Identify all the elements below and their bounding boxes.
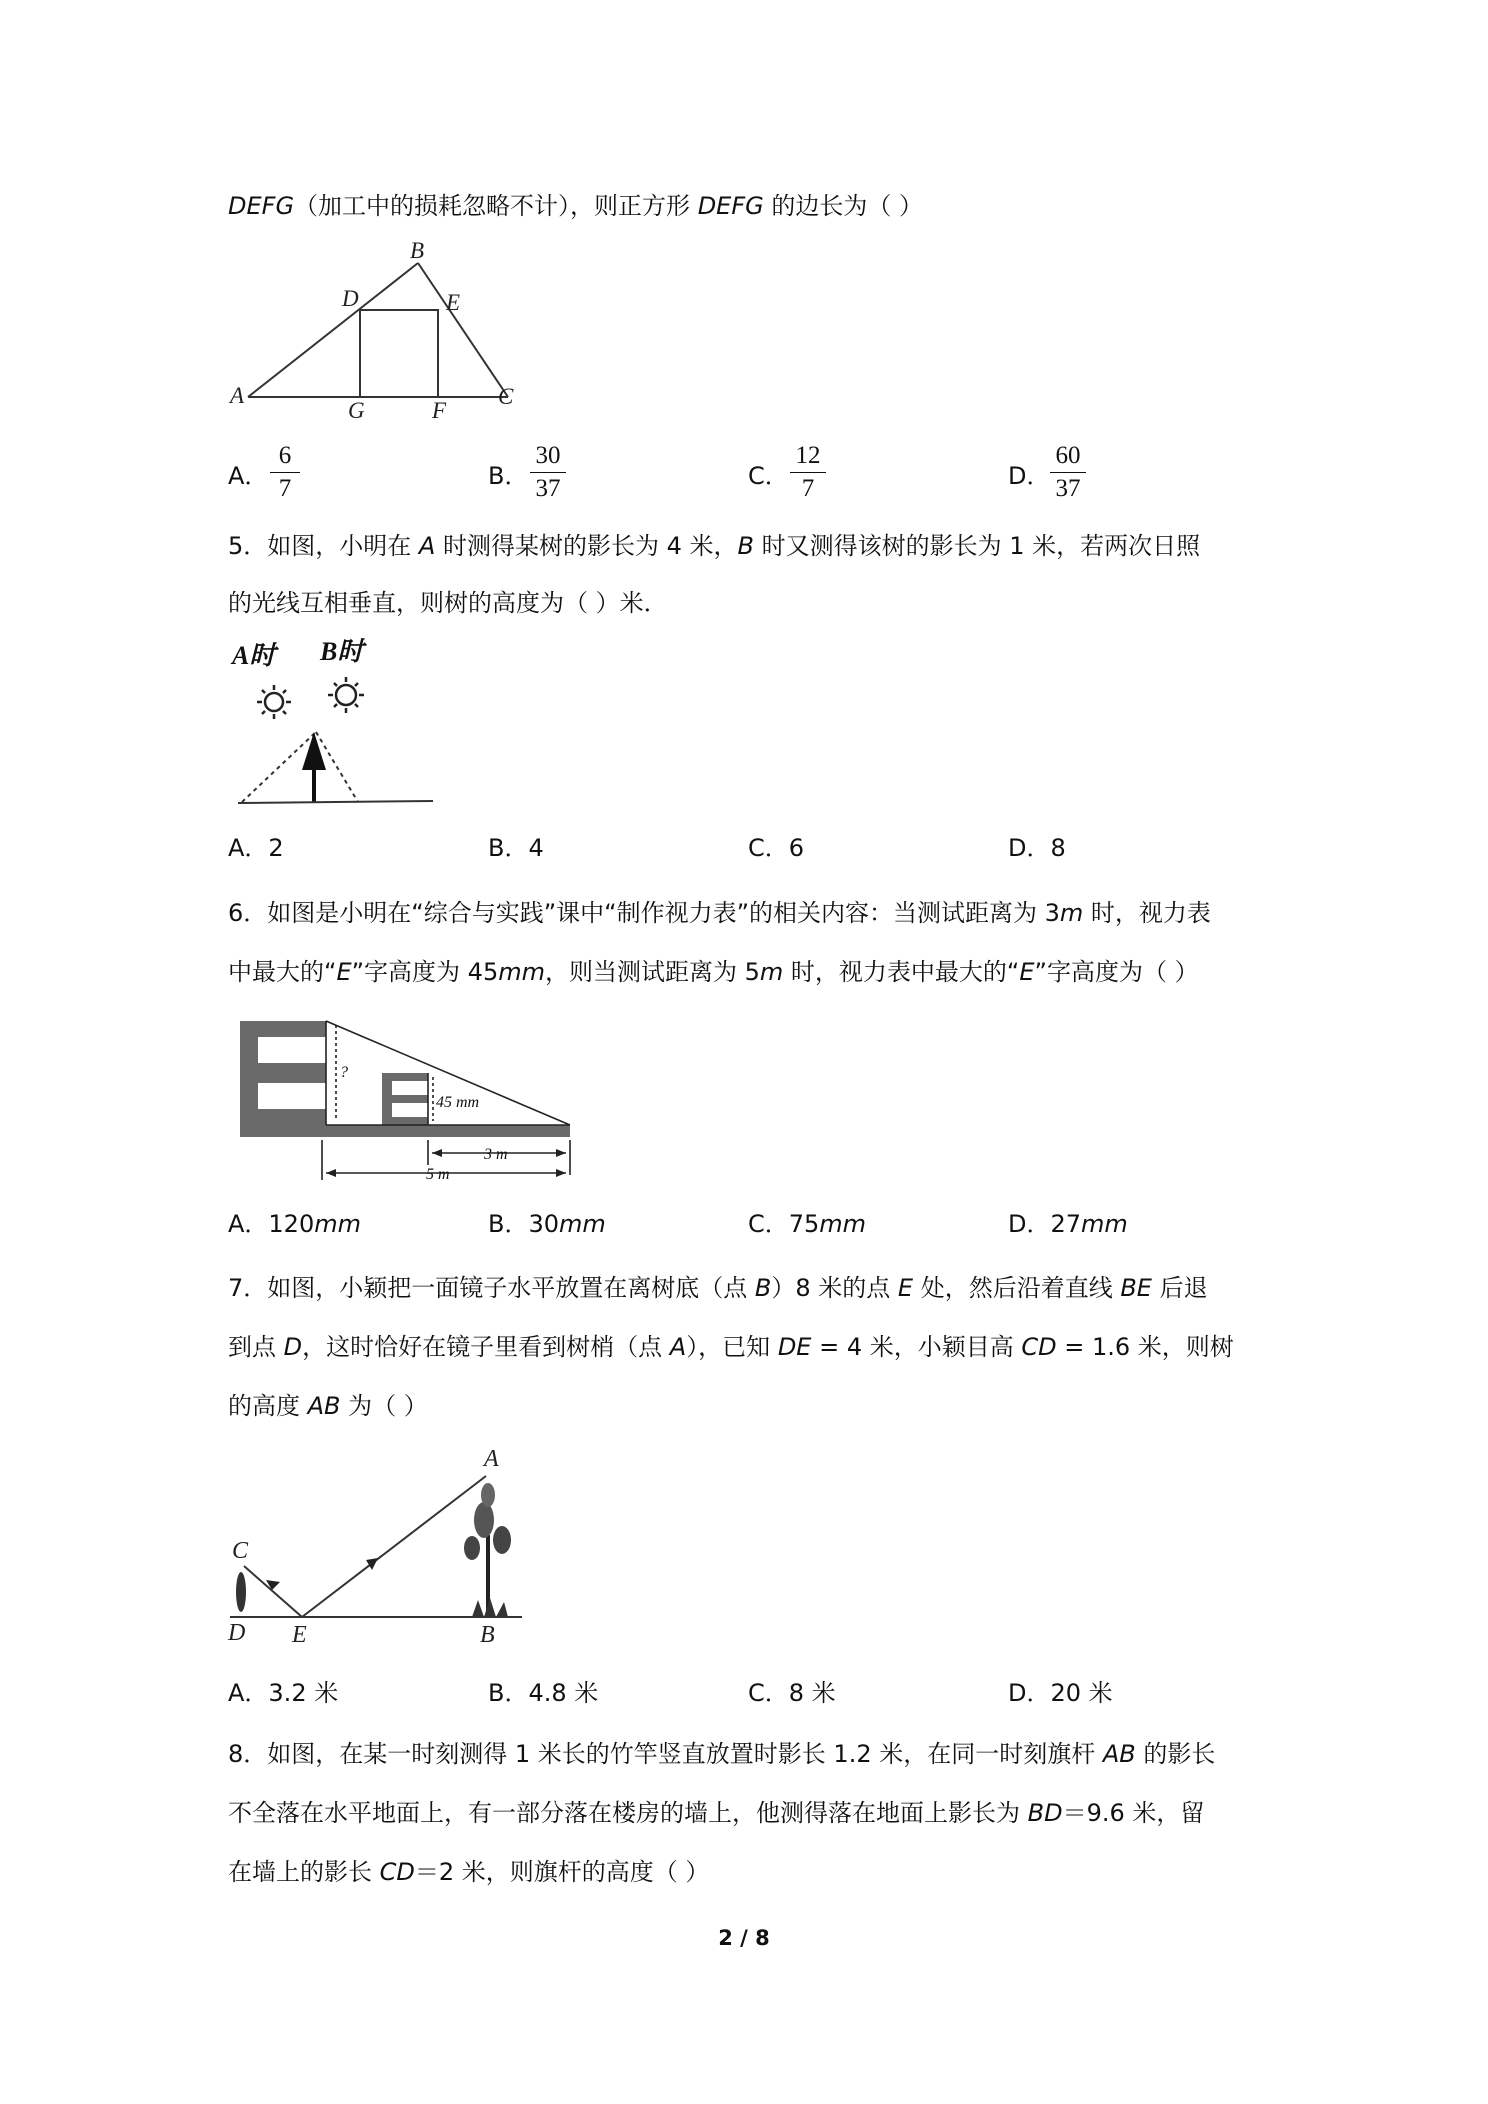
base-bar — [240, 1125, 570, 1137]
q8-l2a: 不全落在水平地面上，有一部分落在楼房的墙上，他测得落在地面上影长为 — [228, 1799, 1028, 1827]
square-defg — [360, 310, 438, 397]
q8-line3 — [228, 1856, 709, 1888]
label-d: D — [228, 1620, 246, 1646]
q7-l2h: CD — [1021, 1333, 1057, 1361]
q6-a-label: A．120 — [228, 1210, 315, 1238]
q4-b-den: 37 — [535, 475, 561, 502]
q6-l2h: E — [1019, 958, 1035, 986]
q7-line1 — [228, 1272, 1208, 1304]
q6-l1c: 时，视力表 — [1083, 899, 1211, 927]
label-c: C — [498, 384, 514, 409]
label-5m: 5 m — [426, 1166, 450, 1183]
label-unknown-height: ? — [340, 1064, 348, 1081]
q6-l1b: m — [1059, 899, 1084, 927]
label-e: E — [446, 290, 461, 315]
q5-l1c: 时测得某树的影长为 4 米， — [435, 532, 738, 560]
label-b: B — [410, 238, 425, 263]
q8-l3c: ＝2 米，则旗杆的高度（ ） — [414, 1858, 710, 1886]
sun-a-icon — [257, 685, 291, 719]
label-d: D — [342, 286, 359, 311]
q7-option-d[interactable]: D．20 米 — [1008, 1679, 1113, 1707]
q6-l2d: mm — [498, 958, 545, 986]
q7-l2a: 到点 — [228, 1333, 284, 1361]
q6-d-unit: mm — [1081, 1210, 1128, 1238]
q4-option-d-label: D． — [1008, 462, 1051, 490]
q4-option-c-frac — [790, 442, 826, 503]
segment-bc — [418, 263, 508, 397]
q7-l2c: ，这时恰好在镜子里看到树梢（点 — [302, 1333, 670, 1361]
q4-intro-b: （加工中的损耗忽略不计），则正方形 — [294, 192, 698, 220]
q7-l3a: 的高度 — [228, 1392, 308, 1420]
q6-line2 — [228, 956, 1199, 988]
q4-figure — [228, 238, 528, 423]
label-c: C — [232, 1538, 249, 1564]
q4-option-a-frac — [270, 442, 300, 503]
q4-intro-d: 的边长为（ ） — [763, 192, 923, 220]
q4-intro — [228, 190, 923, 222]
ground-line — [238, 801, 433, 803]
q6-d-label: D．27 — [1008, 1210, 1082, 1238]
q6-l2a: 中最大的“ — [228, 958, 337, 986]
q6-option-d[interactable] — [1008, 1208, 1128, 1240]
tree-icon — [464, 1483, 511, 1617]
label-e: E — [292, 1622, 307, 1648]
arrow-head-ae — [366, 1558, 378, 1570]
q6-option-b[interactable] — [488, 1208, 606, 1240]
q7-l1a: 7．如图，小颖把一面镜子水平放置在离树底（点 — [228, 1274, 755, 1302]
q6-figure — [236, 1015, 596, 1185]
q7-l2b: D — [283, 1333, 303, 1361]
q5-option-a[interactable]: A．2 — [228, 834, 284, 862]
q7-option-c[interactable]: C．8 米 — [748, 1679, 836, 1707]
label-45mm: 45 mm — [436, 1094, 480, 1111]
q6-l1a: 6．如图是小明在“综合与实践”课中“制作视力表”的相关内容：当测试距离为 3 — [228, 899, 1060, 927]
small-e-icon — [382, 1073, 428, 1125]
q5-l1e: 时又测得该树的影长为 1 米，若两次日照 — [753, 532, 1201, 560]
q4-option-c[interactable] — [748, 460, 789, 492]
label-3m: 3 m — [484, 1146, 508, 1163]
label-f: F — [432, 398, 447, 423]
label-b-time: B时 — [320, 637, 364, 666]
q4-a-den: 7 — [278, 475, 292, 502]
q8-l2c: ＝9.6 米，留 — [1062, 1799, 1205, 1827]
person-icon — [236, 1572, 246, 1612]
q7-l2f: DE — [777, 1333, 812, 1361]
page-number: 2 / 8 — [718, 1926, 770, 1950]
q6-l2i: ”字高度为（ ） — [1034, 958, 1199, 986]
q5-option-c[interactable]: C．6 — [748, 834, 805, 862]
q7-l2i: = 1.6 米，则树 — [1056, 1333, 1234, 1361]
q4-option-d[interactable] — [1008, 460, 1050, 492]
q8-l1c: 的影长 — [1135, 1740, 1216, 1768]
q4-option-d-frac — [1050, 442, 1086, 503]
q4-option-c-label: C． — [748, 462, 789, 490]
q4-option-a[interactable] — [228, 460, 268, 492]
q8-l2b: BD — [1027, 1799, 1063, 1827]
q6-line1 — [228, 897, 1211, 929]
q7-l2e: ），已知 — [686, 1333, 778, 1361]
q6-l2b: E — [336, 958, 352, 986]
q7-l2d: A — [669, 1333, 687, 1361]
label-a: A — [230, 383, 245, 408]
q6-option-c[interactable] — [748, 1208, 866, 1240]
q6-a-unit: mm — [314, 1210, 361, 1238]
label-a-time: A时 — [232, 641, 276, 670]
q7-option-b[interactable]: B．4.8 米 — [488, 1679, 599, 1707]
q5-option-d[interactable]: D．8 — [1008, 834, 1066, 862]
q8-line2 — [228, 1797, 1204, 1829]
light-rays — [242, 732, 358, 802]
q6-b-unit: mm — [559, 1210, 606, 1238]
q5-l1a: 5．如图，小明在 — [228, 532, 419, 560]
q7-l3c: 为（ ） — [340, 1392, 428, 1420]
q7-l1b: B — [754, 1274, 772, 1302]
q5-option-b[interactable]: B．4 — [488, 834, 544, 862]
q6-l2f: m — [759, 958, 784, 986]
q4-d-den: 37 — [1055, 475, 1081, 502]
label-b: B — [480, 1622, 495, 1648]
q5-l1d: B — [737, 532, 754, 560]
q6-l2c: ”字高度为 45 — [351, 958, 499, 986]
q7-l1e: 处，然后沿着直线 — [913, 1274, 1121, 1302]
q7-line2 — [228, 1331, 1234, 1363]
q4-option-b-label: B． — [488, 462, 529, 490]
tree-icon — [302, 732, 326, 802]
label-a: A — [484, 1446, 499, 1472]
q6-c-label: C．75 — [748, 1210, 820, 1238]
q4-c-num: 12 — [795, 442, 821, 469]
light-path — [244, 1476, 486, 1617]
q7-l1d: E — [897, 1274, 914, 1302]
q7-option-a[interactable]: A．3.2 米 — [228, 1679, 339, 1707]
q5-line1 — [228, 530, 1200, 562]
label-g: G — [348, 398, 365, 423]
sun-b-icon — [328, 677, 364, 713]
q7-line3 — [228, 1390, 428, 1422]
q4-a-num: 6 — [278, 442, 292, 469]
q4-d-num: 60 — [1055, 442, 1081, 469]
q7-l1f: BE — [1120, 1274, 1152, 1302]
q7-l3b: AB — [307, 1392, 341, 1420]
q5-l1b: A — [418, 532, 436, 560]
q5-figure — [228, 637, 448, 820]
q8-l3b: CD — [379, 1858, 415, 1886]
segment-ab — [248, 263, 418, 397]
q4-option-b-frac — [530, 442, 566, 503]
q7-figure — [222, 1440, 542, 1660]
q6-l2e: ，则当测试距离为 5 — [544, 958, 760, 986]
large-e-icon — [240, 1021, 326, 1125]
q6-l2g: 时，视力表中最大的“ — [783, 958, 1020, 986]
q8-l3a: 在墙上的影长 — [228, 1858, 380, 1886]
q8-line1 — [228, 1738, 1215, 1770]
q5-line2: 的光线互相垂直，则树的高度为（ ）米． — [228, 589, 668, 617]
q7-l2g: = 4 米，小颖目高 — [811, 1333, 1022, 1361]
q4-intro-a: DEFG — [228, 192, 295, 220]
q8-l1b: AB — [1102, 1740, 1136, 1768]
q6-b-label: B．30 — [488, 1210, 560, 1238]
q4-option-b[interactable] — [488, 460, 528, 492]
q7-l1c: ）8 米的点 — [771, 1274, 898, 1302]
q4-c-den: 7 — [801, 475, 815, 502]
q4-option-a-label: A． — [228, 462, 269, 490]
q7-l1g: 后退 — [1151, 1274, 1208, 1302]
q8-l1a: 8．如图，在某一时刻测得 1 米长的竹竿竖直放置时影长 1.2 米，在同一时刻旗杆 — [228, 1740, 1103, 1768]
q4-intro-c: DEFG — [697, 192, 764, 220]
q6-option-a[interactable] — [228, 1208, 361, 1240]
q4-b-num: 30 — [535, 442, 561, 469]
q6-c-unit: mm — [819, 1210, 867, 1238]
